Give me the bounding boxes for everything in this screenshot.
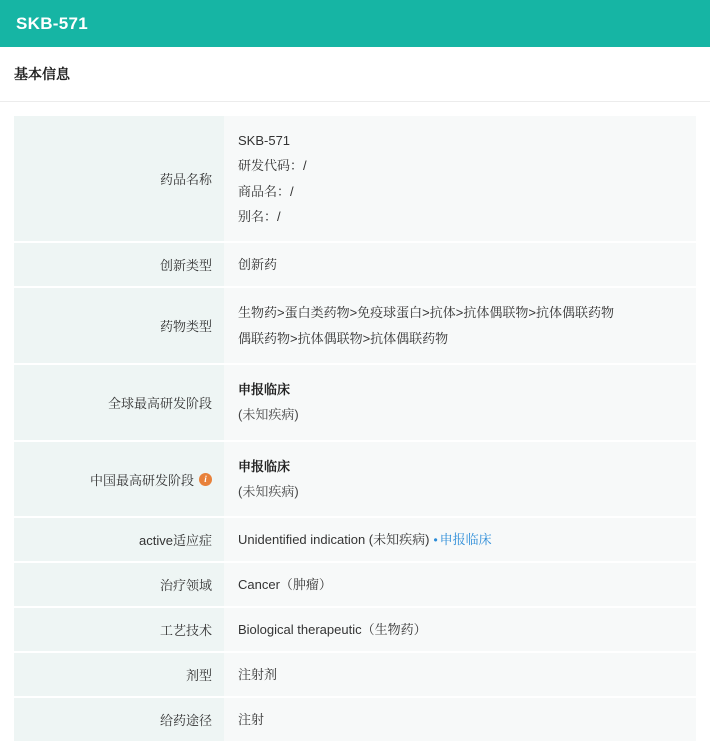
innovation-type-value: 创新药 <box>238 256 278 272</box>
page-header <box>0 0 710 47</box>
label-text: 全球最高研发阶段 <box>107 395 212 411</box>
row-value-drug-name <box>224 116 696 242</box>
global-phase-disease: (未知疾病) <box>238 407 299 423</box>
label-text: 药物类型 <box>159 319 212 335</box>
indication-name: Unidentified indication (未知疾病) <box>238 531 430 547</box>
table-row <box>14 607 696 652</box>
label-text: 给药途径 <box>159 713 212 729</box>
row-label-technology <box>14 607 224 652</box>
label-text: 药品名称 <box>159 172 212 188</box>
label-text: 治疗领域 <box>159 578 212 594</box>
row-label-china-highest-phase <box>14 441 224 518</box>
table-row <box>14 562 696 607</box>
label-text: 工艺技术 <box>159 623 212 639</box>
drug-code: 研发代码：/ <box>238 158 307 174</box>
row-value-innovation-type <box>224 242 696 287</box>
drug-trade-name: 商品名：/ <box>238 183 294 199</box>
row-value-route-of-administration <box>224 697 696 742</box>
table-row <box>14 287 696 364</box>
label-text: 剂型 <box>185 668 212 684</box>
china-phase-disease: (未知疾病) <box>238 484 299 500</box>
basic-info-section-header <box>0 47 710 102</box>
indication-stage-link[interactable]: 申报临床 <box>439 531 492 547</box>
row-value-dosage-form <box>224 652 696 697</box>
table-row <box>14 517 696 562</box>
table-row <box>14 364 696 441</box>
table-row <box>14 441 696 518</box>
drug-alias: 别名：/ <box>238 209 281 225</box>
row-label-global-highest-phase <box>14 364 224 441</box>
basic-info-table <box>14 116 696 743</box>
technology-value: Biological therapeutic（生物药） <box>238 621 427 637</box>
page-title: SKB-571 <box>16 13 89 33</box>
label-text: active适应症 <box>139 533 212 549</box>
row-label-drug-type <box>14 287 224 364</box>
row-label-drug-name <box>14 116 224 242</box>
drug-type-line-1: 生物药>蛋白类药物>免疫球蛋白>抗体>抗体偶联物>抗体偶联药物 <box>238 305 614 321</box>
label-text: 中国最高研发阶段 <box>89 472 194 488</box>
bullet-separator-icon: • <box>433 532 438 547</box>
drug-type-line-2: 偶联药物>抗体偶联物>抗体偶联药物 <box>238 330 449 346</box>
row-value-drug-type <box>224 287 696 364</box>
table-row <box>14 697 696 742</box>
row-label-dosage-form <box>14 652 224 697</box>
route-value: 注射 <box>238 711 265 727</box>
row-label-therapeutic-area <box>14 562 224 607</box>
therapeutic-area-value: Cancer（肿瘤） <box>238 576 332 592</box>
row-value-therapeutic-area <box>224 562 696 607</box>
drug-name-primary: SKB-571 <box>238 133 291 148</box>
table-row <box>14 116 696 242</box>
row-label-innovation-type <box>14 242 224 287</box>
row-value-global-highest-phase <box>224 364 696 441</box>
table-row <box>14 242 696 287</box>
row-label-active-indication <box>14 517 224 562</box>
row-value-china-highest-phase <box>224 441 696 518</box>
label-text: 创新类型 <box>159 258 212 274</box>
row-value-active-indication <box>224 517 696 562</box>
global-phase-value: 申报临床 <box>238 382 291 398</box>
china-phase-value: 申报临床 <box>238 458 291 474</box>
row-value-technology <box>224 607 696 652</box>
section-title: 基本信息 <box>14 66 70 82</box>
dosage-form-value: 注射剂 <box>238 666 278 682</box>
table-row <box>14 652 696 697</box>
info-icon[interactable]: i <box>199 473 212 486</box>
row-label-route-of-administration <box>14 697 224 742</box>
